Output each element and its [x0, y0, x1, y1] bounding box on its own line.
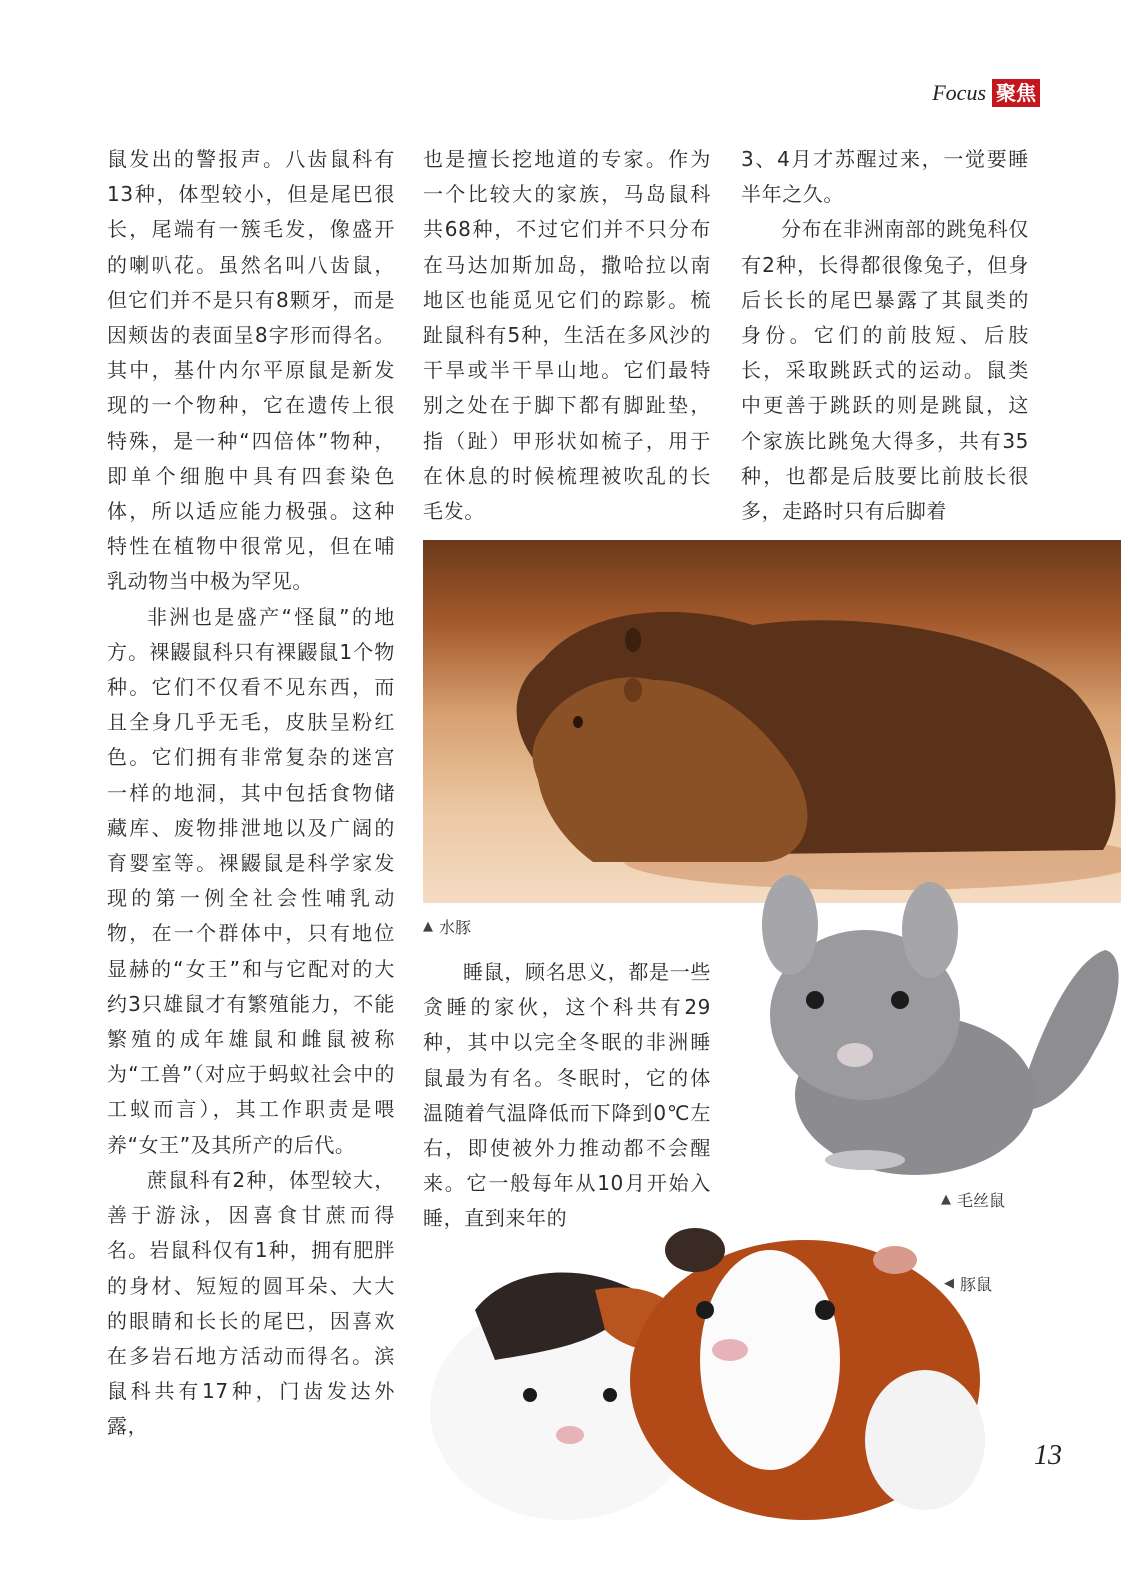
section-header [932, 76, 1040, 110]
guinea-pig-caption [944, 1272, 992, 1295]
paragraph: 非洲也是盛产“怪鼠”的地方。裸鼹鼠科只有裸鼹鼠1个物种。它们不仅看不见东西，而且全身几乎无毛，皮肤呈粉红色。它们拥有非常复杂的迷宫一样的地洞，其中包括食物储藏库、废物排泄地以及广阔的育婴室等。裸鼹鼠是科学家发现的第一例全社会性哺乳动物，在一个群体中，只有地位显赫的“女王”和与它配对的大约3只雄鼠才有繁殖能力，不能繁殖的成年雄鼠和雌鼠被称为“工兽”（对应于蚂蚁社会中的工蚁而言），其工作职责是喂养“女王”及其所产的后代。 [107, 604, 395, 1157]
paragraph: 鼠发出的警报声。八齿鼠科有13种，体型较小，但是尾巴很长，尾端有一簇毛发，像盛开的喇叭花。虽然名叫八齿鼠，但它们并不是只有8颗牙，而是因颊齿的表面呈8字形而得名。其中，基什内尔平原鼠是新发现的一个物种，它在遗传上很特殊，是一种“四倍体”物种，即单个细胞中具有四套染色体，所以适应能力极强。这种特性在植物中很常见，但在哺乳动物当中极为罕见。 [107, 147, 395, 594]
guinea-pig-photo [395, 1190, 1005, 1530]
text-column-2 [423, 142, 711, 529]
text-column-3 [741, 142, 1029, 529]
paragraph: 3、4月才苏醒过来，一觉要睡半年之久。 [741, 147, 1029, 207]
paragraph: 睡鼠，顾名思义，都是一些贪睡的家伙，这个科共有29种，其中以完全冬眠的非洲睡鼠最为有名。冬眠时，它的体温随着气温降低而下降到0℃左右，即使被外力推动都不会醒来。它一般每年从10月开始入睡，直到来年的 [423, 960, 711, 1231]
paragraph: 也是擅长挖地道的专家。作为一个比较大的家族，马岛鼠科共68种，不过它们并不只分布在马达加斯加岛，撒哈拉以南地区也能觅见它们的踪影。梳趾鼠科有5种，生活在多风沙的干旱或半干旱山地。它们最特别之处在于脚下都有脚趾垫，指（趾）甲形状如梳子，用于在休息的时候梳理被吹乱的长毛发。 [423, 147, 711, 524]
triangle-icon: ▲ [423, 919, 433, 934]
caption-text: 豚鼠 [960, 1275, 993, 1294]
triangle-icon: ▲ [941, 1192, 951, 1207]
caption-text: 毛丝鼠 [957, 1191, 1006, 1210]
paragraph: 蔗鼠科有2种，体型较大，善于游泳，因喜食甘蔗而得名。岩鼠科仅有1种，拥有肥胖的身材、短短的圆耳朵、大大的眼睛和长长的尾巴，因喜欢在多岩石地方活动而得名。滨鼠科共有17种，门齿发达外露， [107, 1167, 395, 1439]
paragraph: 分布在非洲南部的跳兔科仅有2种，长得都很像兔子，但身后长长的尾巴暴露了其鼠类的身份。它们的前肢短、后肢长，采取跳跃式的运动。鼠类中更善于跳跃的则是跳鼠，这个家族比跳兔大得多，共有35种，也都是后肢要比前肢长很多，走路时只有后脚着 [741, 217, 1029, 524]
triangle-left-icon: ◀ [944, 1276, 954, 1291]
chinchilla-photo [745, 870, 1128, 1190]
focus-tag: 聚焦 [992, 79, 1040, 107]
capybara-photo [423, 540, 1121, 903]
focus-label: Focus [932, 80, 986, 105]
capybara-caption [423, 915, 471, 938]
caption-text: 水豚 [439, 918, 472, 937]
text-column-1 [107, 142, 395, 1445]
page-number: 13 [1034, 1440, 1062, 1471]
